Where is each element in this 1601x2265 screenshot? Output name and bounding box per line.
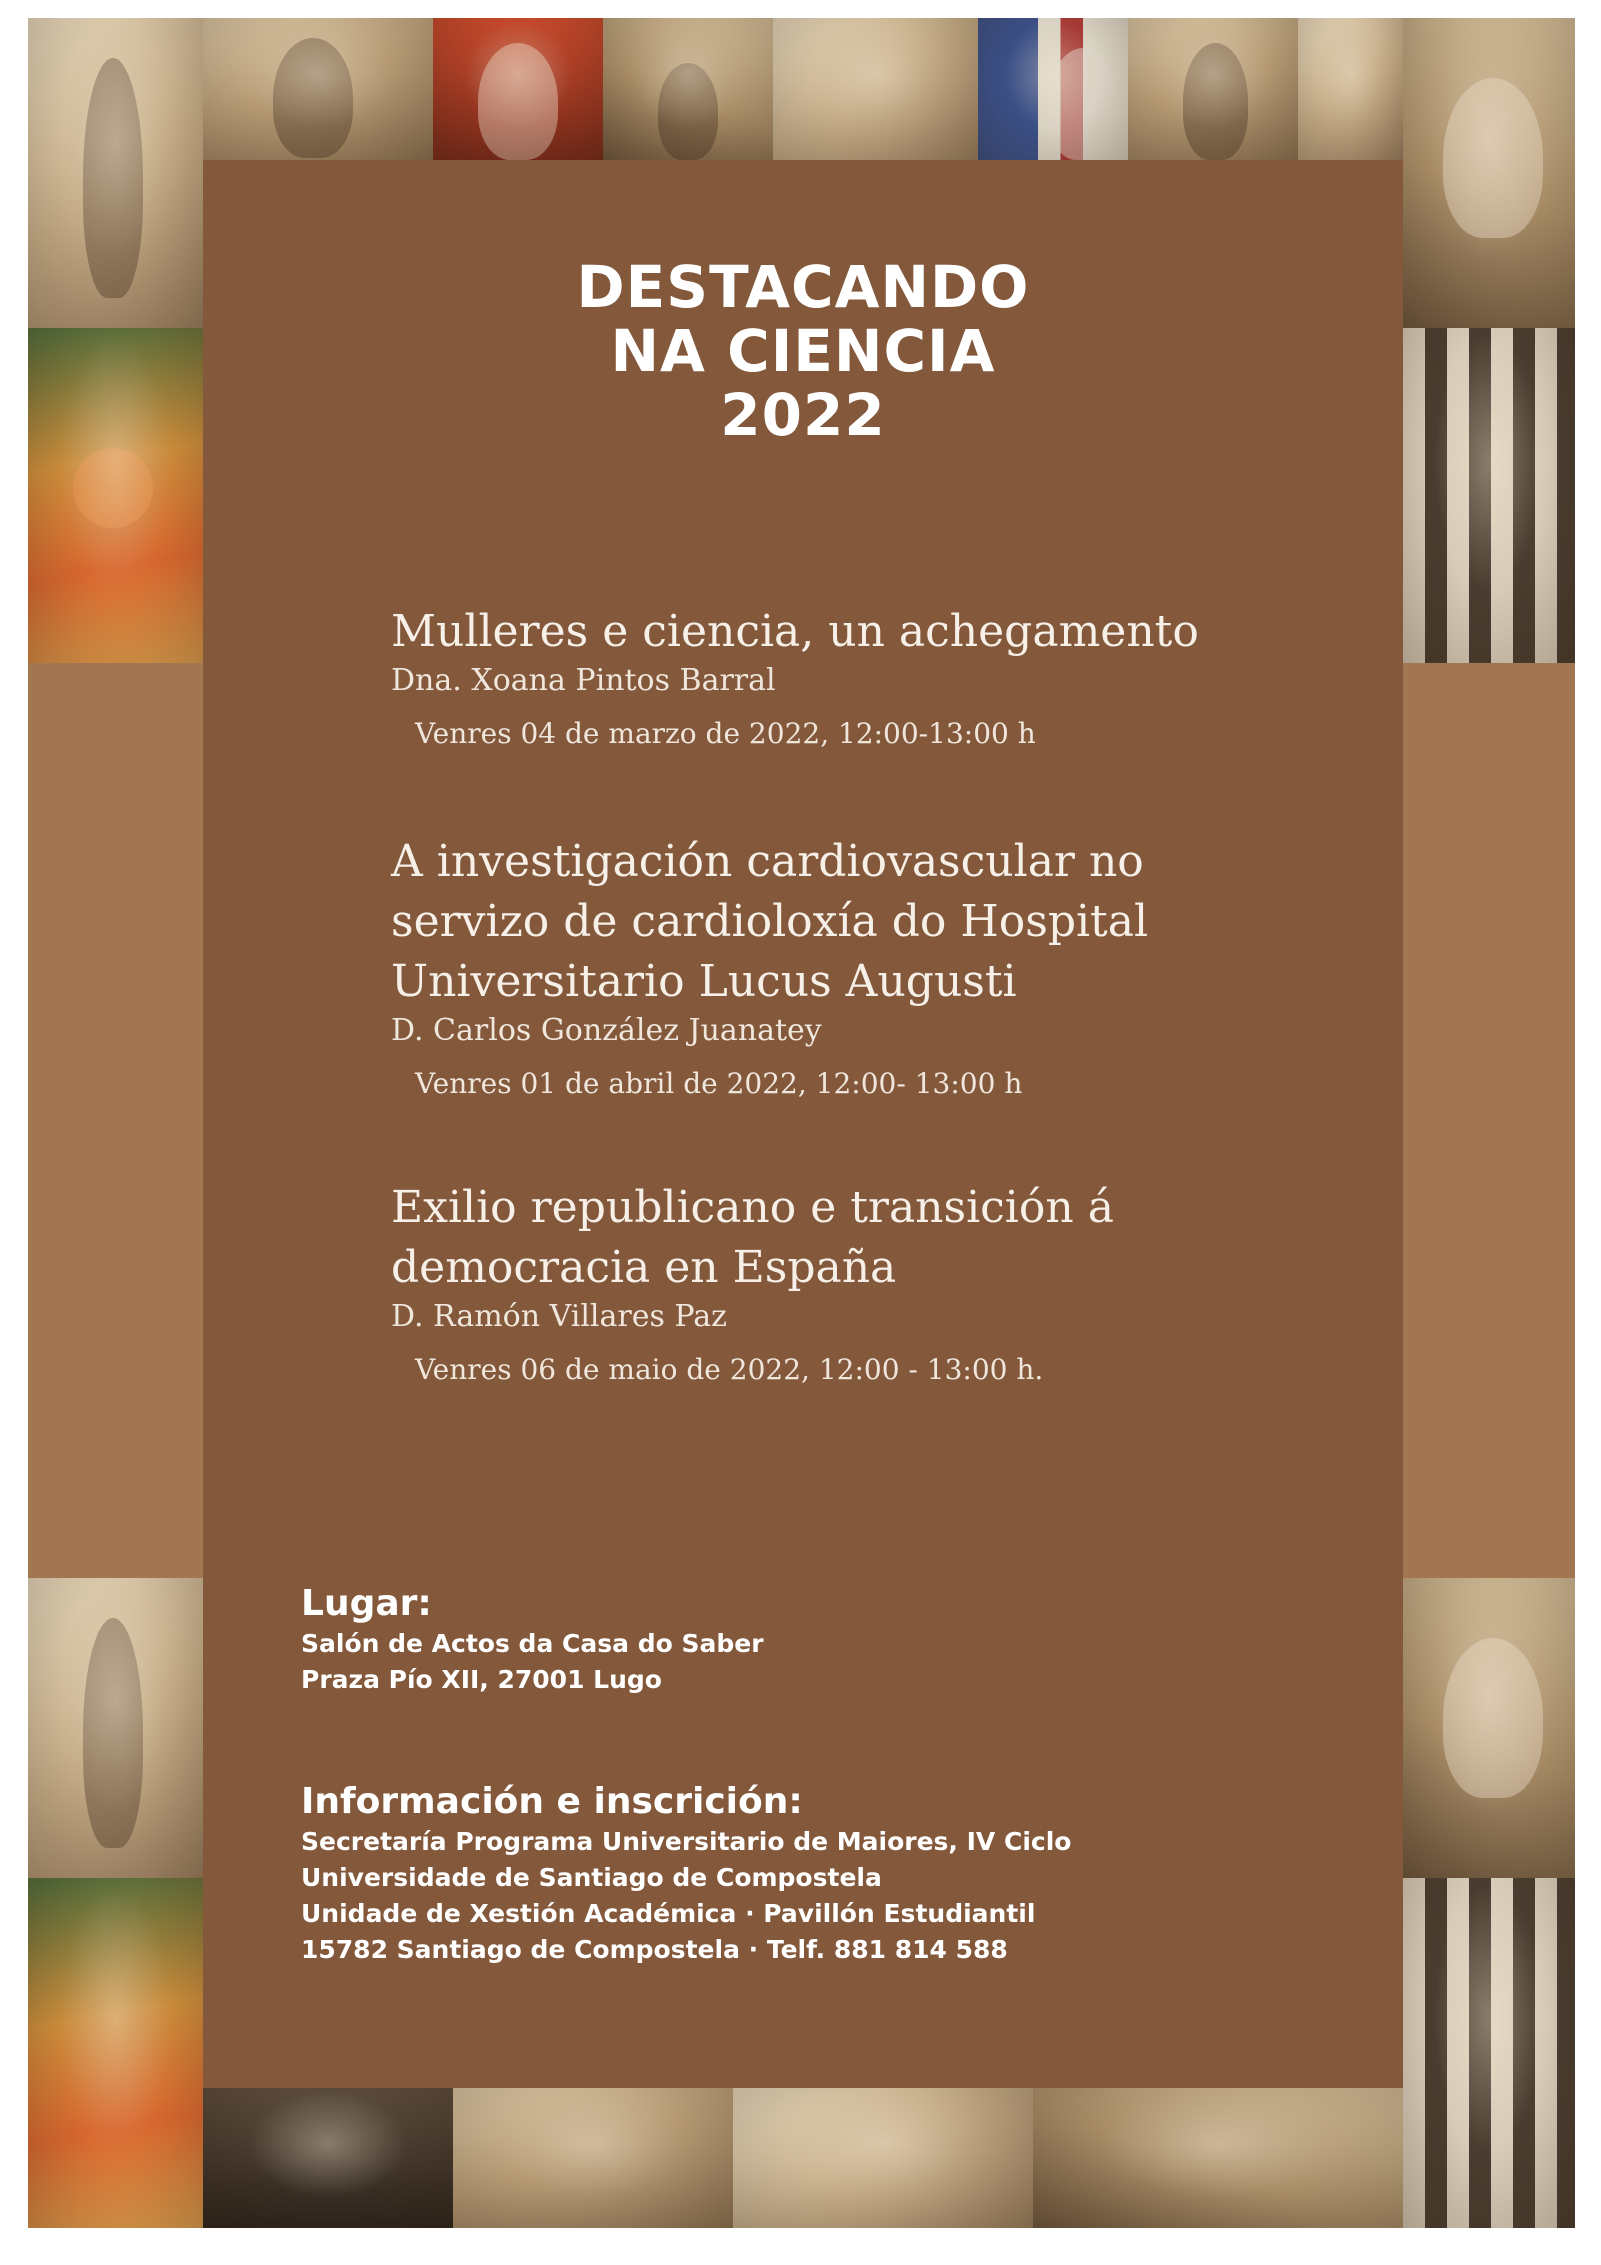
poster xyxy=(28,18,1575,2228)
title-line-2: NA CIENCIA xyxy=(610,317,996,385)
poster-title xyxy=(203,255,1403,447)
event-title-line-2: democracia en España xyxy=(391,1242,897,1293)
venue-line-1: Salón de Actos da Casa do Saber xyxy=(301,1629,764,1658)
venue-line-2: Praza Pío XII, 27001 Lugo xyxy=(301,1665,662,1694)
title-line-3: 2022 xyxy=(720,381,886,449)
collage-photo-bottom-4 xyxy=(1033,2088,1403,2228)
collage-photo-bottom-2 xyxy=(453,2088,733,2228)
event-title-line-1: A investigación cardiovascular no xyxy=(391,836,1144,887)
collage-photo-woman-white-dress xyxy=(1128,18,1298,160)
event-speaker: D. Ramón Villares Paz xyxy=(391,1299,727,1334)
event-date: Venres 01 de abril de 2022, 12:00- 13:00 h xyxy=(415,1067,1023,1100)
collage-photo-woman-victorian-dress xyxy=(28,18,203,328)
registration-block xyxy=(301,1780,1071,1968)
collage-photo-bottom-3 xyxy=(733,2088,1033,2228)
title-line-1: DESTACANDO xyxy=(576,253,1030,321)
venue-heading: Lugar: xyxy=(301,1583,432,1624)
event-date: Venres 06 de maio de 2022, 12:00 - 13:00 h. xyxy=(415,1353,1044,1386)
event-title-line-3: Universitario Lucus Augusti xyxy=(391,956,1017,1007)
collage-photo-bottom-1 xyxy=(203,2088,453,2228)
event-title-line-1: Exilio republicano e transición á xyxy=(391,1182,1114,1233)
collage-photo-woman-portrait xyxy=(203,18,433,160)
collage-painting-musician xyxy=(28,328,203,663)
collage-photo-old-document xyxy=(773,18,978,160)
collage-photo-suffragette-banner xyxy=(1403,328,1575,663)
event-date: Venres 04 de marzo de 2022, 12:00-13:00 h xyxy=(415,717,1036,750)
registration-line-3: Unidade de Xestión Académica · Pavillón Estudiantil xyxy=(301,1899,1036,1928)
collage-photo-woman-victorian-dress-bottom xyxy=(28,1578,203,1878)
event-title-line-2: servizo de cardioloxía do Hospital xyxy=(391,896,1149,947)
collage-photo-elder-woman-smiling-bottom xyxy=(1403,1578,1575,1878)
registration-line-1: Secretaría Programa Universitario de Maiores, IV Ciclo xyxy=(301,1827,1072,1856)
registration-line-4: 15782 Santiago de Compostela · Telf. 881 814 588 xyxy=(301,1935,1008,1964)
collage-photo-elder-woman-portrait xyxy=(433,18,603,160)
collage-photo-elder-woman-smiling xyxy=(1403,18,1575,328)
event-3 xyxy=(391,1178,1114,1388)
content-panel xyxy=(203,160,1403,2088)
collage-painting-musician-bottom xyxy=(28,1878,203,2228)
collage-photo-woman-lace xyxy=(1298,18,1403,160)
event-speaker: D. Carlos González Juanatey xyxy=(391,1013,822,1048)
event-1 xyxy=(391,602,1199,752)
event-speaker: Dna. Xoana Pintos Barral xyxy=(391,663,776,698)
collage-photo-suffragette-banner-bottom xyxy=(1403,1878,1575,2228)
collage-photo-woman-admiral-flag xyxy=(978,18,1128,160)
registration-heading: Información e inscrición: xyxy=(301,1781,803,1822)
venue-block xyxy=(301,1582,764,1698)
collage-photo-woman-seated xyxy=(603,18,773,160)
registration-line-2: Universidade de Santiago de Compostela xyxy=(301,1863,882,1892)
event-title: Mulleres e ciencia, un achegamento xyxy=(391,606,1199,657)
event-2 xyxy=(391,832,1148,1102)
